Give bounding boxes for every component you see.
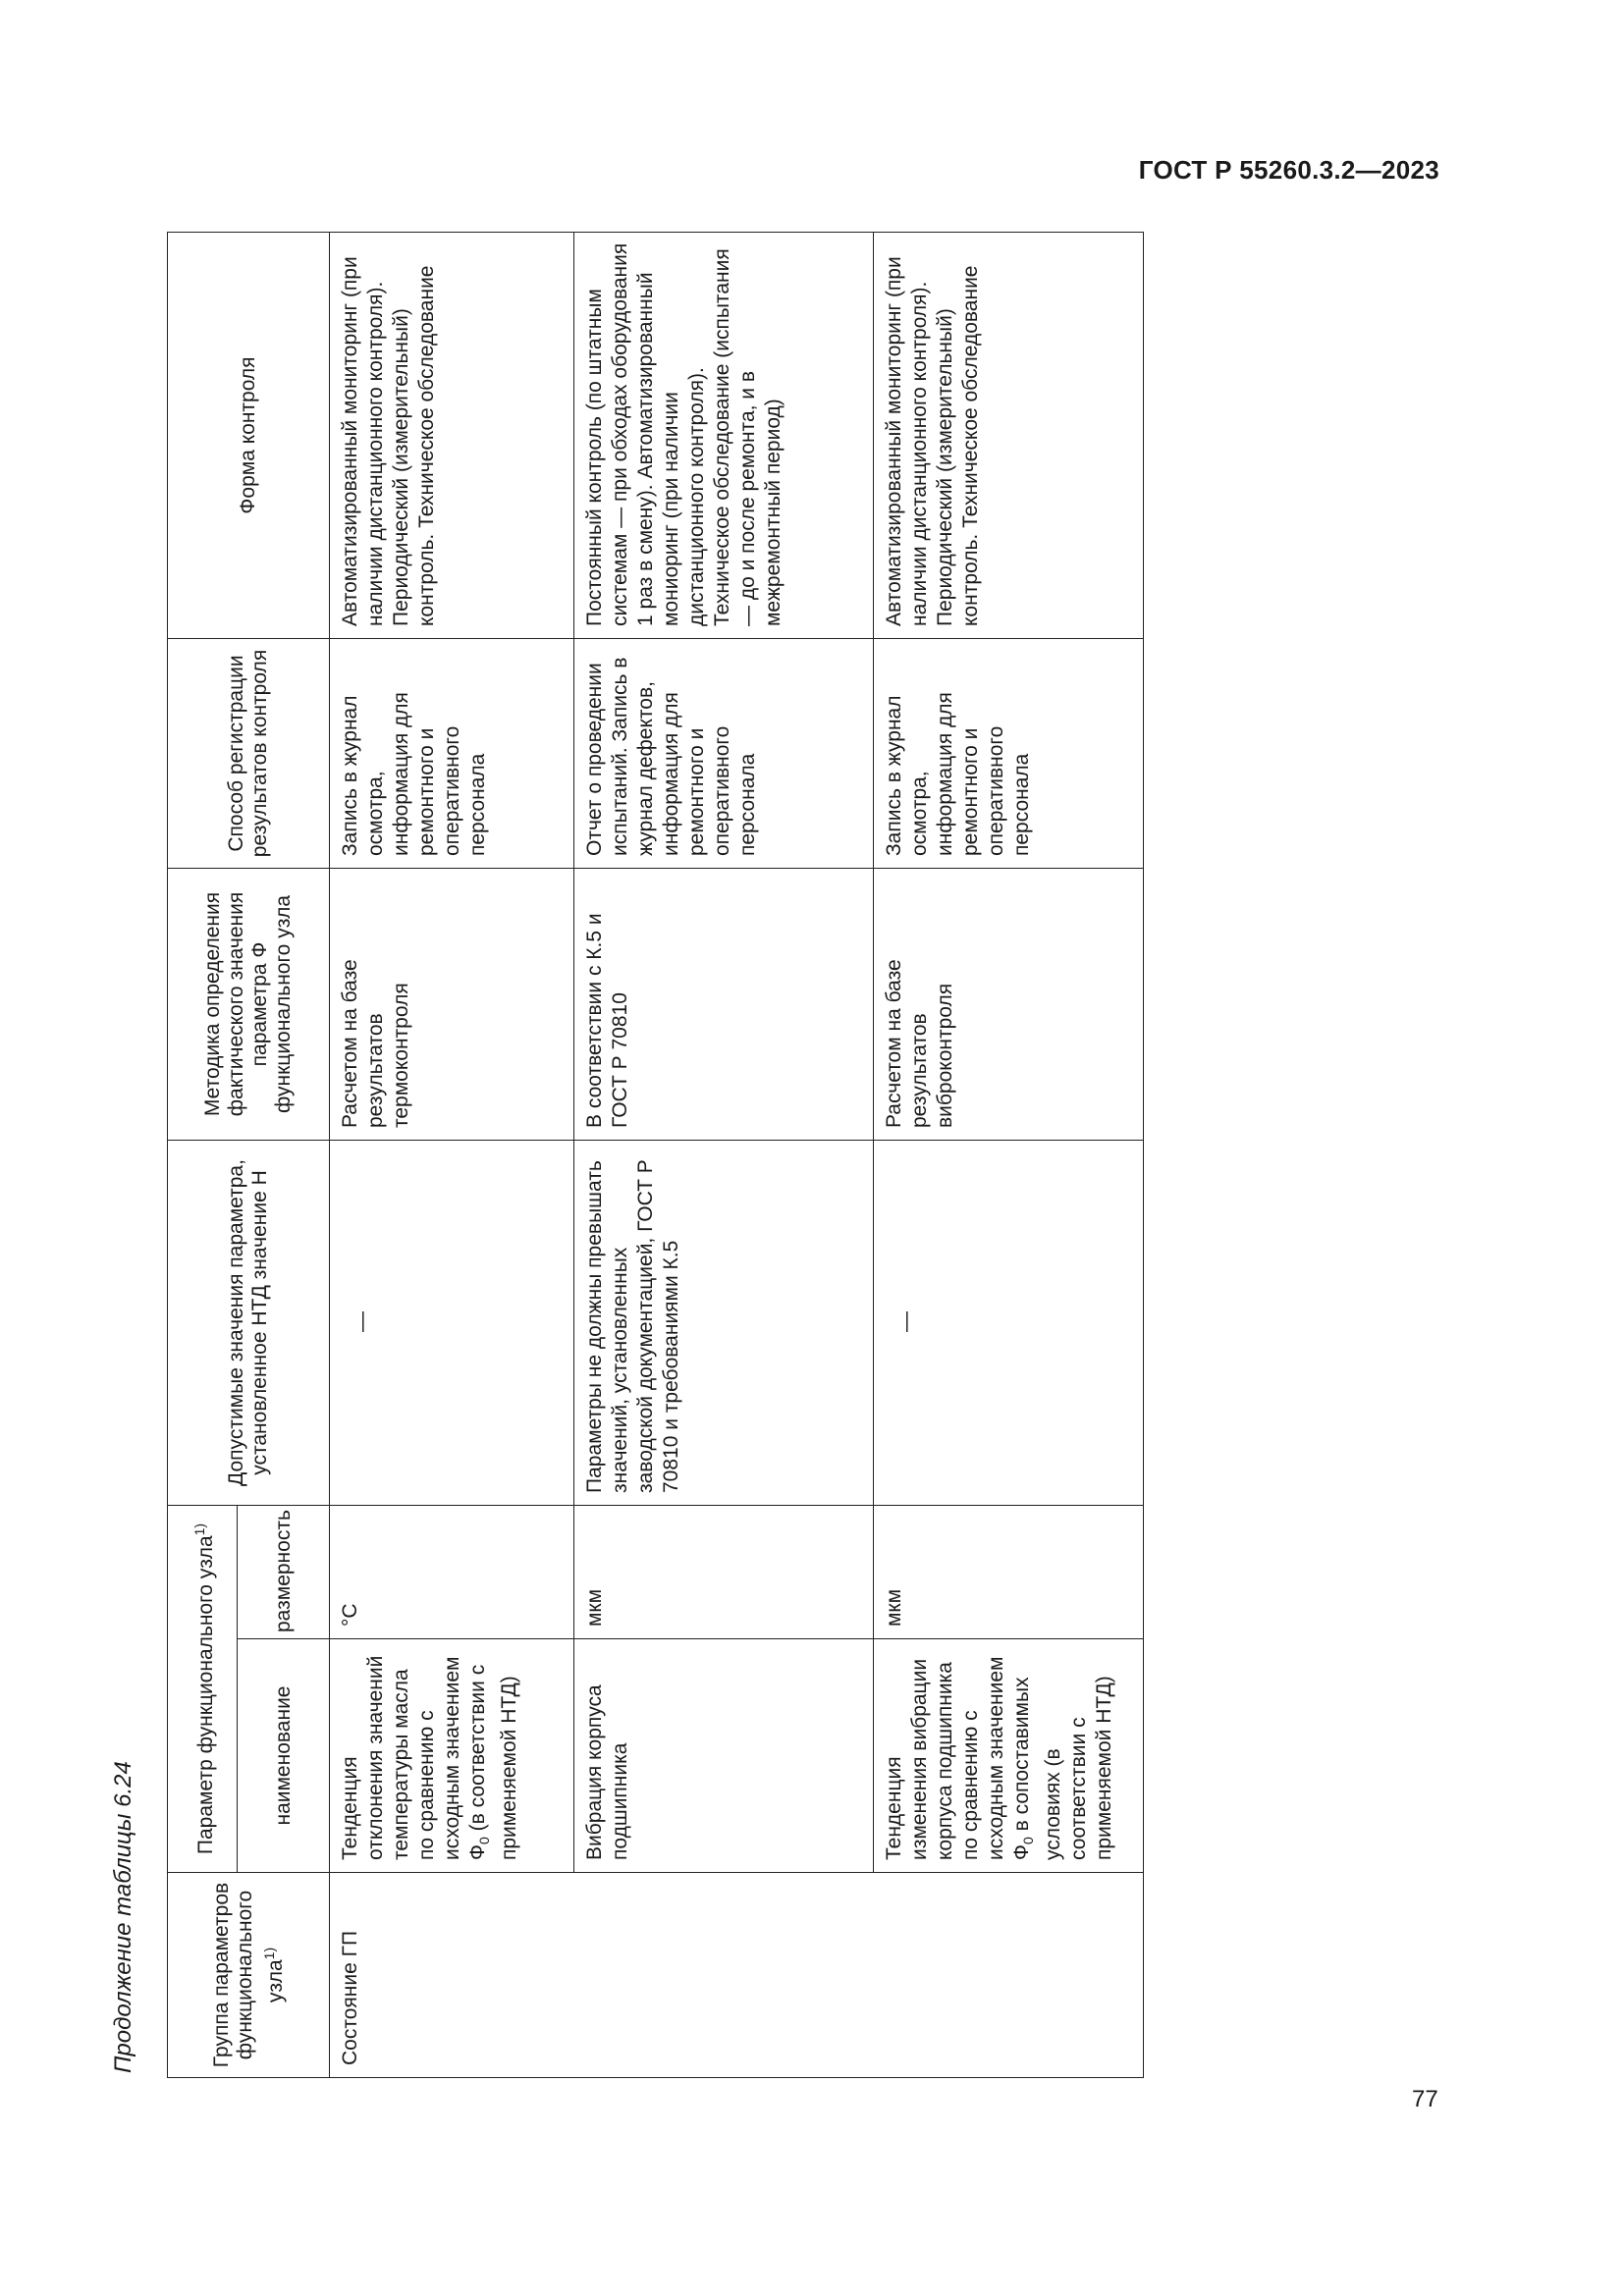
- method-cell: В соответствии с К.5 и ГОСТ Р 70810: [574, 869, 874, 1141]
- header-registration: Способ регистрации результатов контроля: [168, 639, 330, 869]
- header-name: наименование: [238, 1639, 330, 1873]
- parameters-table: [167, 232, 1144, 2078]
- header-dimension: размерность: [238, 1506, 330, 1639]
- dimension-cell: мкм: [574, 1506, 874, 1639]
- form-cell: Постоянный контроль (по штатным системам — при обходах оборудования 1 раз в смену). Автоматизированный мониоринг (при наличии дистанционного контроля). Техническое обследование (испытания — до и после ремонта, и в межремонтный период): [574, 233, 874, 639]
- registration-cell: Отчет о проведении испытаний. Запись в журнал дефектов, информация для ремонтного и оперативного персонала: [574, 639, 874, 869]
- name-cell: Тенденция изменения вибрации корпуса подшипника по сравнению с исходным значением $Ф_0$ в сопоставимых условиях (в соответствии с применяемой НТД): [874, 1639, 1144, 1873]
- header-allowed: Допустимые значения параметра, установленное НТД значение Н: [168, 1141, 330, 1506]
- table-row: [874, 233, 1144, 2078]
- name-cell: Тенденция отклонения значений температуры масла по сравнению с исходным значением $Ф_0$ (в соответствии с применяемой НТД): [330, 1639, 574, 1873]
- allowed-cell: Параметры не должны превышать значений, установленных заводской документацией, ГОСТ Р 70810 и требованиями К.5: [574, 1141, 874, 1506]
- name-cell: Вибрация корпуса подшипника: [574, 1639, 874, 1873]
- form-cell: Автоматизированный мониторинг (при наличии дистанционного контроля). Периодический (измерительный) контроль. Техническое обследование: [874, 233, 1144, 639]
- table-row: [574, 233, 874, 2078]
- table-caption: Продолжение таблицы 6.24: [110, 1761, 136, 2073]
- header-method: Методика определения фактического значения параметра Ф функционального узла: [168, 869, 330, 1141]
- method-cell: Расчетом на базе результатов виброконтроля: [874, 869, 1144, 1141]
- dimension-cell: °С: [330, 1506, 574, 1639]
- method-cell: Расчетом на базе результатов термоконтроля: [330, 869, 574, 1141]
- registration-cell: Запись в журнал осмотра, информация для ремонтного и оперативного персонала: [874, 639, 1144, 869]
- header-form: Форма контроля: [168, 233, 330, 639]
- registration-cell: Запись в журнал осмотра, информация для ремонтного и оперативного персонала: [330, 639, 574, 869]
- page-number: 77: [1412, 2086, 1438, 2112]
- rotated-table-container: [167, 233, 1151, 2078]
- allowed-cell: —: [330, 1141, 574, 1506]
- header-row-top: [168, 233, 238, 2078]
- document-code: ГОСТ Р 55260.3.2—2023: [1138, 155, 1439, 185]
- group-cell: Состояние ГП: [330, 1873, 1144, 2078]
- form-cell: Автоматизированный мониторинг (при наличии дистанционного контроля). Периодический (измерительный) контроль. Техническое обследование: [330, 233, 574, 639]
- table-row: [330, 233, 574, 2078]
- header-group: Группа параметров функционального узла$^{1)}$: [168, 1873, 330, 2078]
- allowed-cell: —: [874, 1141, 1144, 1506]
- dimension-cell: мкм: [874, 1506, 1144, 1639]
- header-param: Параметр функционального узла$^{1)}$: [168, 1506, 238, 1873]
